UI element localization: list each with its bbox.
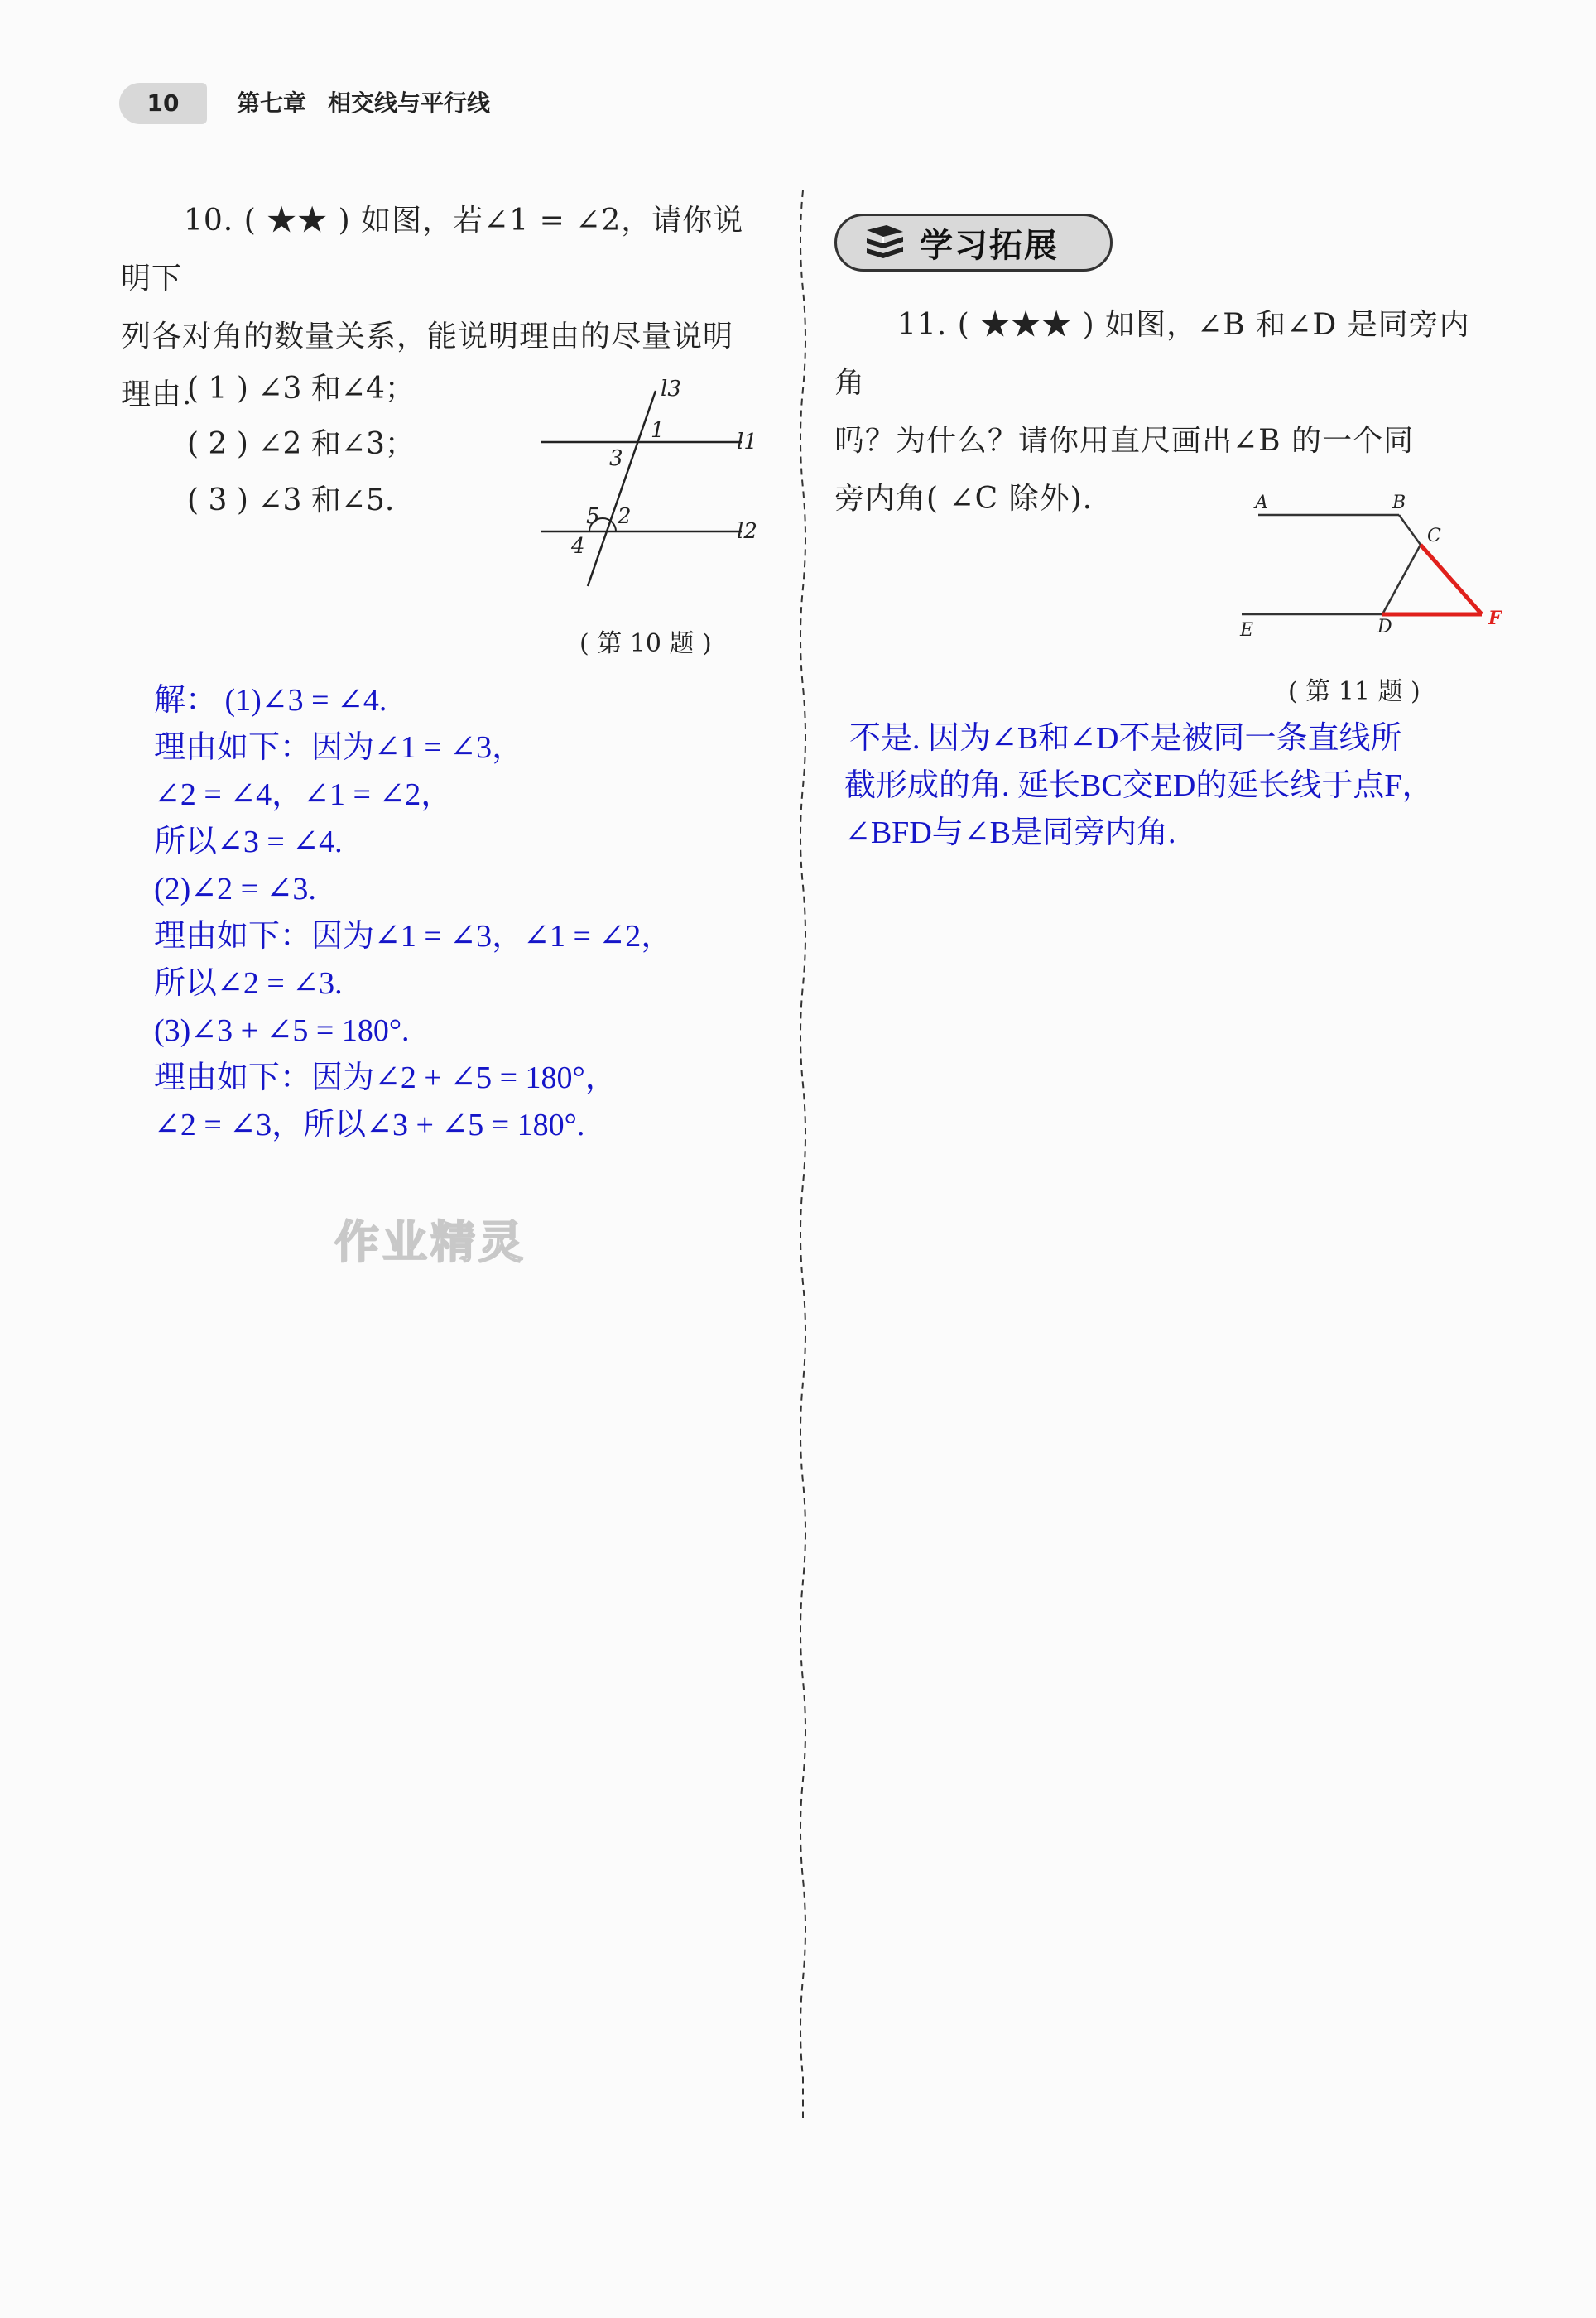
- answer-line: (3)∠3 + ∠5 = 180°.: [154, 1013, 410, 1048]
- angle-label-3: 3: [609, 446, 623, 471]
- angle-label-1: 1: [651, 418, 665, 443]
- answer-line: 所以∠3 = ∠4.: [154, 825, 343, 859]
- answer-line: ∠2 = ∠3，所以∠3 + ∠5 = 180°.: [154, 1108, 585, 1142]
- answer-line: 解： (1)∠3 = ∠4.: [154, 683, 387, 718]
- angle-label-4: 4: [571, 534, 585, 559]
- question-11-line: 旁内角( ∠C 除外).: [834, 482, 1094, 516]
- answer-line: 所以∠2 = ∠3.: [154, 966, 343, 1001]
- answer-line: 理由如下：因为∠2 + ∠5 = 180°，: [154, 1060, 617, 1095]
- question-10-line: 列各对角的数量关系，能说明理由的尽量说明: [121, 320, 734, 353]
- answer-line: 理由如下：因为∠1 = ∠3，∠1 = ∠2，: [154, 919, 673, 954]
- angle-label-2: 2: [618, 504, 632, 529]
- question-11-line: 吗？为什么？请你用直尺画出∠B 的一个同: [834, 424, 1415, 458]
- question-10-line: 10. ( ★★ ) 如图，若∠1 = ∠2，请你说明下: [121, 204, 744, 296]
- question-10-sub-1: ( 1 ) ∠3 和∠4；: [187, 372, 415, 406]
- books-icon: [862, 222, 908, 263]
- chapter-heading: [237, 84, 490, 123]
- angle-label-5: 5: [586, 504, 600, 529]
- answer-line: 截形成的角. 延长BC交ED的延长线于点F，: [844, 768, 1434, 803]
- segment-BC: [1399, 515, 1421, 545]
- page-number: 10: [119, 83, 207, 124]
- answer-10: [154, 677, 783, 1149]
- point-E: E: [1240, 620, 1254, 641]
- answer-line: (2)∠2 = ∠3.: [154, 872, 316, 907]
- extension-CF: [1421, 545, 1482, 614]
- figure-11: [1225, 472, 1531, 654]
- question-10-sub-2: ( 2 ) ∠2 和∠3；: [187, 427, 415, 461]
- question-10-sub-3: ( 3 ) ∠3 和∠5.: [187, 483, 395, 517]
- column-divider: [795, 190, 811, 2119]
- answer-line: ∠BFD与∠B是同旁内角.: [844, 815, 1176, 850]
- point-B: B: [1392, 493, 1406, 513]
- label-l2: l2: [737, 519, 757, 544]
- answer-11: [844, 715, 1507, 857]
- line-l3: [588, 391, 656, 586]
- answer-line: ∠2 = ∠4，∠1 = ∠2，: [154, 777, 453, 812]
- answer-line: 理由如下：因为∠1 = ∠3，: [154, 730, 524, 765]
- section-title: 学习拓展: [920, 226, 1059, 265]
- answer-line: 不是. 因为∠B和∠D不是被同一条直线所: [849, 721, 1402, 756]
- label-l1: l1: [737, 430, 757, 454]
- point-A: A: [1255, 493, 1268, 513]
- point-D: D: [1377, 617, 1392, 637]
- section-banner: [834, 214, 1113, 272]
- figure-10-caption: ( 第 10 题 ): [579, 629, 712, 658]
- chapter-title: 相交线与平行线: [328, 89, 491, 117]
- chapter-label: 第七章: [237, 89, 307, 117]
- figure-11-caption: ( 第 11 题 ): [1288, 677, 1421, 706]
- label-l3: l3: [661, 377, 681, 402]
- point-C: C: [1427, 526, 1441, 546]
- watermark: 作业精灵: [334, 1216, 526, 1268]
- figure-10: [530, 373, 778, 604]
- point-F: F: [1488, 608, 1502, 629]
- question-10-line: 理由.: [121, 378, 193, 411]
- segment-CD: [1382, 545, 1421, 614]
- question-11-line: 11. ( ★★★ ) 如图，∠B 和∠D 是同旁内角: [834, 308, 1470, 400]
